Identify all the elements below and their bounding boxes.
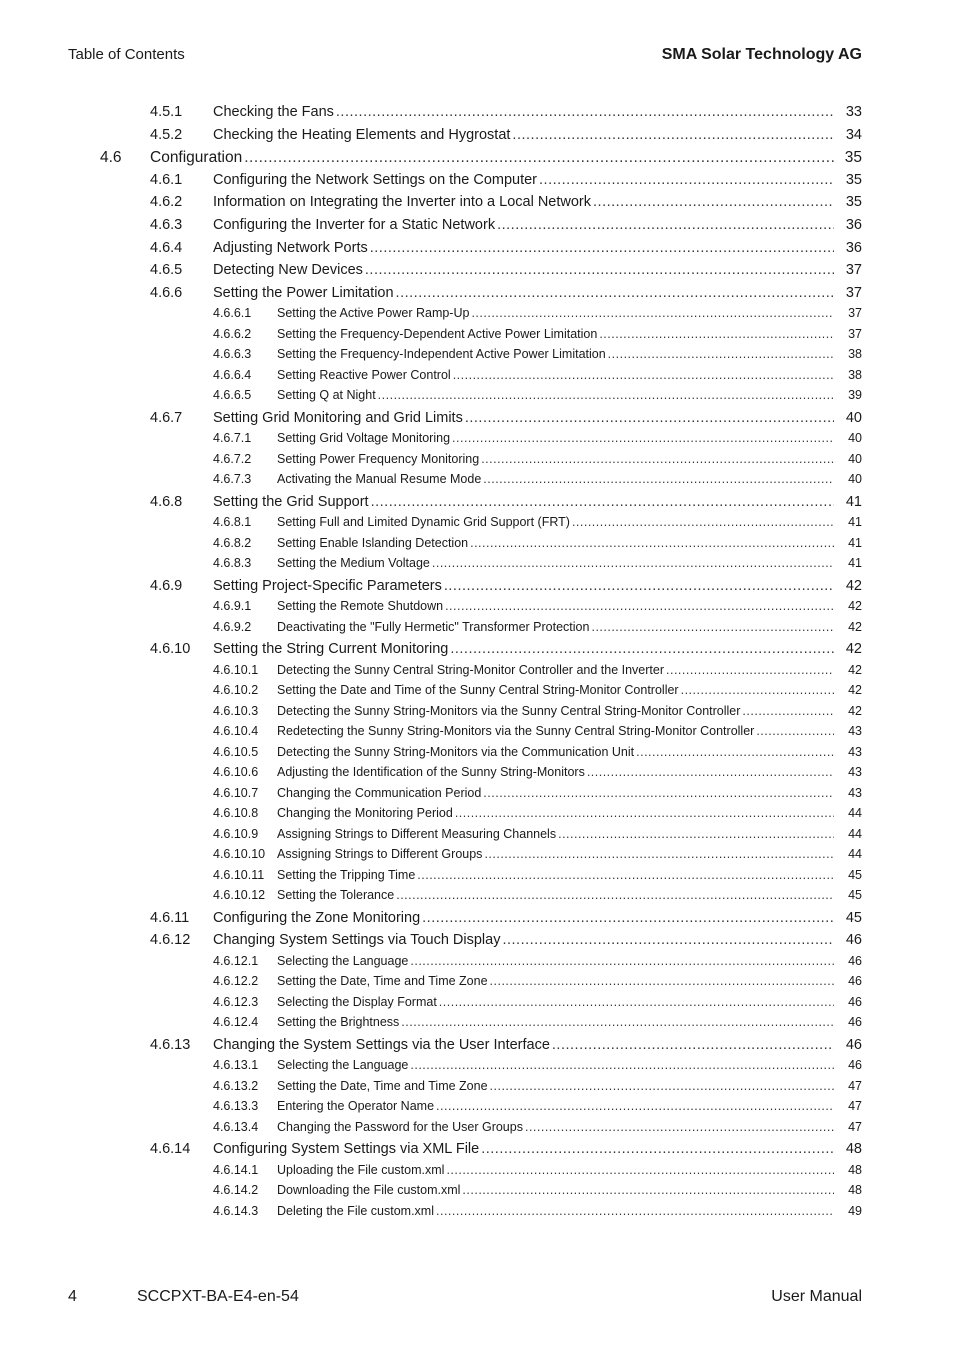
toc-entry-page: 47 [848,1119,862,1134]
toc-entry-title: Redetecting the Sunny String-Monitors via the Sunny Central String-Monitor Controller [277,724,755,739]
toc-entry[interactable] [213,599,862,613]
toc-entry-number: 4.6.10.4 [213,724,259,739]
toc-leader-dots [471,306,834,320]
toc-entry-page: 42 [848,619,862,634]
toc-entry[interactable] [213,1099,862,1113]
toc-entry-number: 4.6.8 [150,493,183,510]
toc-entry[interactable] [213,536,862,550]
toc-entry-number: 4.6 [100,149,122,167]
toc-entry-number: 4.6.9.2 [213,619,252,634]
toc-leader-dots [490,1079,834,1093]
toc-entry-number: 4.6.13.1 [213,1058,259,1073]
toc-entry-number: 4.6.6 [150,284,183,301]
toc-entry-page: 45 [848,867,862,882]
toc-entry[interactable] [150,285,862,301]
toc-entry-number: 4.6.11 [150,909,190,926]
toc-entry-title: Changing the Communication Period [277,785,482,800]
toc-entry-title: Changing System Settings via Touch Display [213,932,501,949]
toc-entry-page: 41 [848,515,862,530]
toc-entry-page: 35 [844,149,862,167]
toc-entry-number: 4.6.10.7 [213,785,259,800]
toc-entry-page: 48 [848,1183,862,1198]
toc-entry-title: Setting Enable Islanding Detection [277,535,469,550]
toc-leader-dots [608,347,834,361]
toc-entry[interactable] [150,172,862,188]
toc-entry-title: Setting the Medium Voltage [277,556,430,571]
toc-entry[interactable] [213,388,862,402]
toc-entry-page: 41 [848,556,862,571]
toc-entry[interactable] [150,410,862,426]
toc-entry-title: Setting the Date and Time of the Sunny Central String-Monitor Controller [277,683,679,698]
toc-entry-title: Selecting the Display Format [277,994,437,1009]
toc-entry-page: 44 [848,847,862,862]
toc-entry-page: 45 [848,888,862,903]
toc-entry[interactable] [150,932,862,948]
toc-entry[interactable] [213,683,862,697]
toc-entry-title: Setting the Grid Support [213,493,369,510]
toc-leader-dots [365,262,834,278]
toc-entry-number: 4.6.7.1 [213,431,252,446]
toc-entry-number: 4.6.10.11 [213,867,265,882]
toc-leader-dots [436,1204,834,1218]
toc-entry-number: 4.6.7 [150,409,183,426]
toc-entry[interactable] [150,1141,862,1157]
toc-entry-number: 4.6.9 [150,577,183,594]
toc-entry-number: 4.6.10.9 [213,826,259,841]
toc-leader-dots [444,578,834,594]
toc-entry[interactable] [150,1037,862,1053]
toc-leader-dots [410,1058,834,1072]
toc-entry-number: 4.6.1 [150,171,183,188]
toc-entry-page: 37 [845,284,862,301]
toc-entry[interactable] [150,104,862,120]
toc-entry[interactable] [213,347,862,361]
toc-leader-dots [512,127,834,143]
toc-entry-number: 4.6.14 [150,1141,191,1158]
toc-leader-dots [396,888,834,902]
toc-entry-page: 46 [848,1058,862,1073]
toc-leader-dots [410,954,834,968]
toc-entry[interactable] [150,262,862,278]
toc-entry-title: Setting the Tolerance [277,888,395,903]
toc-entry[interactable] [213,745,862,759]
toc-entry-number: 4.5.1 [150,104,183,120]
toc-entry[interactable] [213,868,862,882]
toc-entry[interactable] [213,663,862,677]
toc-leader-dots [572,515,834,529]
toc-leader-dots [742,704,834,718]
toc-entry[interactable] [213,472,862,486]
toc-entry-number: 4.6.12.4 [213,1015,259,1030]
toc-entry-page: 44 [848,806,862,821]
toc-entry[interactable] [100,149,862,167]
toc-leader-dots [436,1099,834,1113]
toc-entry-page: 38 [848,347,862,362]
toc-entry-number: 4.6.7.3 [213,472,252,487]
toc-entry-page: 49 [848,1203,862,1218]
toc-entry-page: 44 [848,826,862,841]
toc-leader-dots [432,556,834,570]
toc-entry[interactable] [213,806,862,820]
toc-entry-page: 47 [848,1078,862,1093]
toc-entry-title: Entering the Operator Name [277,1099,435,1114]
toc-entry-page: 42 [848,703,862,718]
toc-entry-number: 4.6.6.5 [213,388,252,403]
toc-entry[interactable] [150,910,862,926]
toc-leader-dots [481,452,834,466]
toc-leader-dots [593,194,834,210]
toc-entry-page: 46 [848,974,862,989]
toc-leader-dots [483,786,834,800]
toc-leader-dots [470,536,834,550]
toc-entry-number: 4.6.3 [150,217,183,233]
toc-entry-number: 4.6.10.6 [213,765,259,780]
toc-entry-number: 4.6.4 [150,239,183,256]
toc-entry[interactable] [213,827,862,841]
toc-leader-dots [336,104,834,120]
toc-entry[interactable] [213,306,862,320]
toc-entry[interactable] [213,431,862,445]
footer-doc-code: SCCPXT-BA-E4-en-54 [137,1288,299,1305]
toc-entry-page: 35 [845,194,862,211]
toc-entry-title: Assigning Strings to Different Groups [277,847,483,862]
toc-entry[interactable] [213,556,862,570]
toc-entry[interactable] [213,1079,862,1093]
toc-entry-number: 4.6.6.3 [213,347,252,362]
toc-entry[interactable] [213,1183,862,1197]
toc-entry-title: Setting the Tripping Time [277,867,416,882]
toc-entry-number: 4.6.10.10 [213,847,266,862]
toc-entry-number: 4.6.13.4 [213,1119,259,1134]
toc-entry-title: Adjusting Network Ports [213,239,368,256]
toc-entry[interactable] [213,620,862,634]
toc-entry-number: 4.6.10.3 [213,703,259,718]
toc-entry-page: 46 [848,994,862,1009]
toc-leader-dots [396,285,834,301]
footer-page-number: 4 [68,1288,77,1305]
toc-leader-dots [483,472,834,486]
page-header-right: SMA Solar Technology AG [661,46,862,63]
toc-entry[interactable] [213,995,862,1009]
toc-entry-title: Activating the Manual Resume Mode [277,472,482,487]
toc-entry-number: 4.6.14.1 [213,1162,259,1177]
toc-leader-dots [450,641,834,657]
toc-entry[interactable] [213,724,862,738]
toc-leader-dots [539,172,834,188]
toc-entry-page: 42 [848,599,862,614]
toc-entry-page: 41 [845,493,862,510]
toc-leader-dots [591,620,834,634]
toc-leader-dots [244,149,834,167]
toc-entry[interactable] [213,954,862,968]
toc-entry-number: 4.6.10 [150,641,191,658]
toc-leader-dots [666,663,834,677]
toc-leader-dots [490,974,834,988]
toc-entry-number: 4.6.13 [150,1036,191,1053]
toc-entry-title: Selecting the Language [277,953,409,968]
toc-entry-title: Setting Project-Specific Parameters [213,577,442,594]
toc-entry-title: Setting the Frequency-Dependent Active Power Limitation [277,326,598,341]
toc-entry-page: 40 [848,472,862,487]
toc-entry[interactable] [213,327,862,341]
toc-leader-dots [502,932,834,948]
toc-entry-page: 43 [848,765,862,780]
toc-entry-title: Setting the Remote Shutdown [277,599,444,614]
toc-entry-number: 4.6.7.2 [213,451,252,466]
toc-entry-number: 4.6.12.1 [213,953,259,968]
toc-entry-title: Configuring the Inverter for a Static Network [213,217,496,233]
toc-entry[interactable] [150,127,862,143]
toc-entry-page: 43 [848,724,862,739]
toc-entry-title: Detecting the Sunny String-Monitors via the Communication Unit [277,744,635,759]
toc-entry-number: 4.6.13.3 [213,1099,259,1114]
toc-entry-number: 4.6.8.3 [213,556,252,571]
toc-entry-title: Setting Power Frequency Monitoring [277,451,480,466]
toc-entry-title: Selecting the Language [277,1058,409,1073]
toc-entry-number: 4.6.10.12 [213,888,266,903]
toc-leader-dots [587,765,834,779]
toc-entry[interactable] [213,847,862,861]
toc-entry-number: 4.6.13.2 [213,1078,259,1093]
toc-entry-title: Detecting New Devices [213,262,363,279]
toc-leader-dots [422,910,834,926]
toc-leader-dots [455,806,834,820]
toc-entry[interactable] [213,704,862,718]
toc-entry-page: 40 [848,451,862,466]
toc-leader-dots [552,1037,834,1053]
toc-entry-title: Configuration [150,149,243,167]
toc-leader-dots [445,599,834,613]
toc-entry-page: 37 [848,326,862,341]
toc-entry-number: 4.6.10.1 [213,662,259,677]
toc-entry-number: 4.6.14.3 [213,1203,259,1218]
toc-entry-page: 43 [848,744,862,759]
toc-leader-dots [439,995,834,1009]
toc-leader-dots [484,847,834,861]
toc-entry[interactable] [213,368,862,382]
toc-leader-dots [525,1120,834,1134]
toc-entry-page: 37 [848,306,862,321]
toc-entry-page: 46 [845,932,862,949]
toc-entry-page: 45 [845,909,862,926]
toc-entry-page: 42 [845,641,862,658]
toc-leader-dots [497,217,834,233]
toc-entry-number: 4.6.14.2 [213,1183,259,1198]
toc-entry-page: 43 [848,785,862,800]
toc-leader-dots [462,1183,834,1197]
toc-entry-number: 4.6.10.2 [213,683,259,698]
toc-leader-dots [756,724,834,738]
toc-entry-title: Adjusting the Identification of the Sunny String-Monitors [277,765,585,780]
toc-entry-title: Configuring the Zone Monitoring [213,909,421,926]
toc-leader-dots [599,327,834,341]
toc-entry-title: Uploading the File custom.xml [277,1162,445,1177]
toc-entry[interactable] [213,452,862,466]
toc-entry-number: 4.6.10.5 [213,744,259,759]
toc-entry-title: Changing the System Settings via the User Interface [213,1036,550,1053]
toc-leader-dots [370,240,834,256]
toc-entry-number: 4.6.12 [150,932,191,949]
toc-leader-dots [453,368,834,382]
toc-entry-number: 4.6.12.3 [213,994,259,1009]
toc-entry-title: Setting Grid Monitoring and Grid Limits [213,409,463,426]
toc-entry[interactable] [213,515,862,529]
toc-leader-dots [371,494,834,510]
toc-entry-title: Checking the Fans [213,104,334,120]
toc-entry[interactable] [150,494,862,510]
toc-entry-title: Setting the Date, Time and Time Zone [277,1078,488,1093]
toc-entry[interactable] [150,217,862,233]
toc-entry-page: 36 [845,239,862,256]
toc-entry-page: 40 [848,431,862,446]
toc-entry[interactable] [150,641,862,657]
toc-entry-page: 39 [848,388,862,403]
toc-leader-dots [558,827,834,841]
toc-entry[interactable] [150,194,862,210]
toc-entry-number: 4.6.6.4 [213,367,252,382]
toc-entry-number: 4.6.8.1 [213,515,252,530]
toc-leader-dots [446,1163,834,1177]
toc-entry-title: Setting Q at Night [277,388,376,403]
toc-entry-page: 48 [848,1162,862,1177]
toc-entry-title: Checking the Heating Elements and Hygrostat [213,126,511,143]
toc-entry-page: 41 [848,535,862,550]
toc-entry-title: Deleting the File custom.xml [277,1203,435,1218]
toc-entry-title: Information on Integrating the Inverter into a Local Network [213,194,592,211]
toc-entry-title: Setting the Brightness [277,1015,400,1030]
toc-leader-dots [378,388,834,402]
toc-entry-page: 35 [845,171,862,188]
toc-entry-number: 4.6.8.2 [213,535,252,550]
toc-entry-title: Setting the Power Limitation [213,284,394,301]
toc-entry-page: 36 [845,217,862,233]
toc-entry-number: 4.6.6.2 [213,326,252,341]
toc-entry-page: 34 [845,126,862,143]
toc-entry[interactable] [213,1204,862,1218]
toc-entry-title: Setting the Frequency-Independent Active Power Limitation [277,347,606,362]
toc-entry-page: 42 [848,662,862,677]
toc-leader-dots [401,1015,834,1029]
toc-entry-title: Assigning Strings to Different Measuring Channels [277,826,557,841]
toc-leader-dots [452,431,834,445]
toc-entry-title: Setting the String Current Monitoring [213,641,449,658]
toc-entry-title: Changing the Password for the User Groups [277,1119,523,1134]
toc-entry-number: 4.6.5 [150,262,183,279]
toc-entry-title: Setting the Active Power Ramp-Up [277,306,470,321]
toc-entry-page: 37 [845,262,862,279]
toc-entry[interactable] [213,1120,862,1134]
toc-entry[interactable] [213,1163,862,1177]
toc-entry-page: 40 [845,409,862,426]
toc-entry-number: 4.6.9.1 [213,599,252,614]
toc-entry-page: 46 [845,1036,862,1053]
toc-entry-number: 4.6.2 [150,194,183,211]
toc-entry-page: 46 [848,953,862,968]
toc-leader-dots [417,868,834,882]
toc-entry-title: Downloading the File custom.xml [277,1183,461,1198]
toc-leader-dots [465,410,834,426]
toc-entry[interactable] [150,240,862,256]
toc-entry-page: 38 [848,367,862,382]
toc-entry-number: 4.6.12.2 [213,974,259,989]
toc-entry[interactable] [213,1058,862,1072]
toc-entry[interactable] [213,974,862,988]
toc-entry-title: Detecting the Sunny Central String-Monitor Controller and the Inverter [277,662,664,677]
toc-entry[interactable] [213,765,862,779]
toc-leader-dots [481,1141,834,1157]
toc-entry-title: Detecting the Sunny String-Monitors via the Sunny Central String-Monitor Controller [277,703,741,718]
toc-entry-title: Setting Reactive Power Control [277,367,451,382]
toc-entry-page: 46 [848,1015,862,1030]
toc-entry-number: 4.5.2 [150,126,183,143]
toc-entry-page: 42 [848,683,862,698]
toc-entry-title: Configuring the Network Settings on the Computer [213,171,538,188]
toc-entry[interactable] [213,888,862,902]
toc-leader-dots [636,745,834,759]
toc-entry[interactable] [150,578,862,594]
page-header-left: Table of Contents [68,46,185,63]
toc-leader-dots [681,683,834,697]
toc-entry-page: 48 [845,1141,862,1158]
toc-entry-title: Setting Full and Limited Dynamic Grid Support (FRT) [277,515,570,530]
toc-entry-title: Changing the Monitoring Period [277,806,453,821]
toc-entry-title: Deactivating the "Fully Hermetic" Transformer Protection [277,619,590,634]
toc-entry-page: 47 [848,1099,862,1114]
toc-entry[interactable] [213,1015,862,1029]
toc-entry[interactable] [213,786,862,800]
toc-entry-page: 42 [845,577,862,594]
toc-entry-number: 4.6.6.1 [213,306,252,321]
toc-entry-title: Setting Grid Voltage Monitoring [277,431,451,446]
toc-entry-page: 33 [845,104,862,120]
toc-entry-number: 4.6.10.8 [213,806,259,821]
toc-entry-title: Configuring System Settings via XML File [213,1141,480,1158]
toc-entry-title: Setting the Date, Time and Time Zone [277,974,488,989]
footer-doc-type: User Manual [771,1288,862,1305]
